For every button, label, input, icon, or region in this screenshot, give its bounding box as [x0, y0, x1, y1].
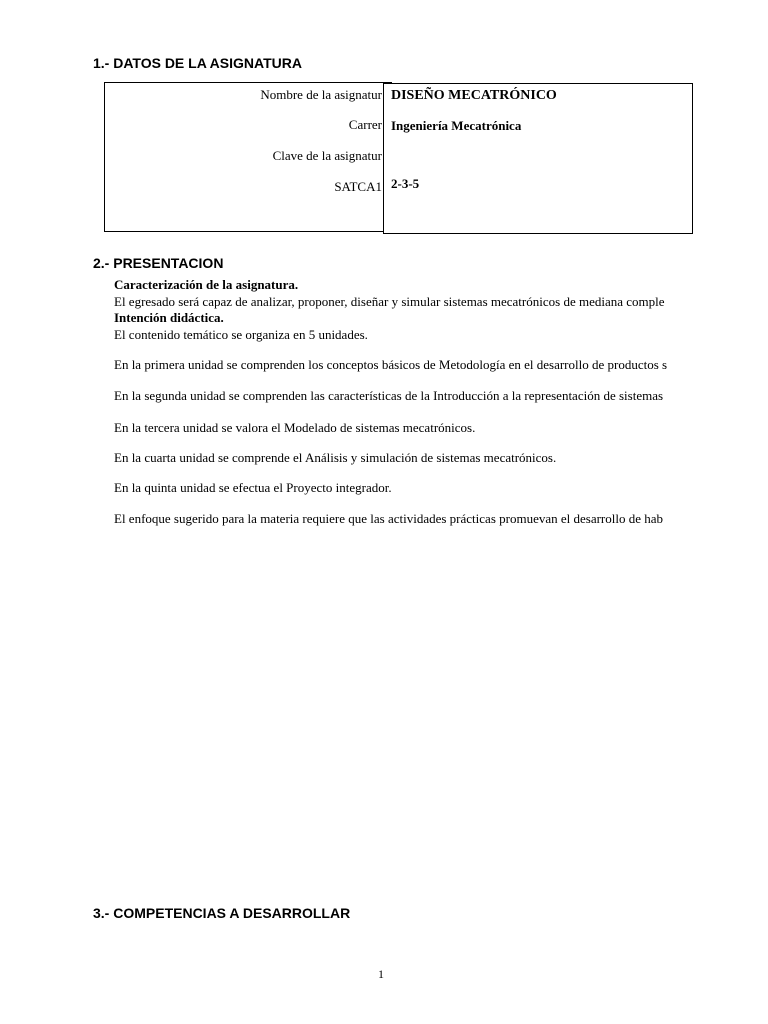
unidad-3-paragraph: En la tercera unidad se valora el Modelado de sistemas mecatrónicos. — [114, 420, 476, 435]
clave-asignatura-label: Clave de la asignatur — [272, 148, 382, 163]
unidad-5-paragraph: En la quinta unidad se efectua el Proyecto integrador. — [114, 480, 392, 495]
intencion-didactica-title: Intención didáctica. — [114, 310, 224, 325]
satca-value: 2-3-5 — [391, 176, 420, 191]
enfoque-paragraph: El enfoque sugerido para la materia requiere que las actividades prácticas promuevan el desarrollo de hab — [114, 511, 664, 526]
datos-table-values-box — [383, 83, 693, 234]
unidad-2-paragraph: En la segunda unidad se comprenden las características de la Introducción a la representación de sistemas — [114, 388, 664, 403]
caracterizacion-title: Caracterización de la asignatura. — [114, 277, 299, 292]
carrera-label: Carrer — [348, 117, 382, 132]
section-heading-competencias: 3.- COMPETENCIAS A DESARROLLAR — [93, 905, 351, 921]
nombre-asignatura-value: DISEÑO MECATRÓNICO — [391, 88, 557, 103]
unidad-1-paragraph: En la primera unidad se comprenden los conceptos básicos de Metodología en el desarrollo de productos s — [114, 357, 668, 372]
page-number: 1 — [378, 967, 384, 981]
caracterizacion-paragraph: El egresado será capaz de analizar, proponer, diseñar y simular sistemas mecatrónicos de mediana comple — [114, 294, 665, 309]
carrera-value: Ingeniería Mecatrónica — [391, 118, 522, 133]
section-heading-presentacion: 2.- PRESENTACION — [93, 255, 224, 271]
nombre-asignatura-label: Nombre de la asignatur — [260, 87, 382, 102]
section-heading-datos: 1.- DATOS DE LA ASIGNATURA — [93, 55, 302, 71]
contenido-paragraph: El contenido temático se organiza en 5 unidades. — [114, 327, 368, 342]
unidad-4-paragraph: En la cuarta unidad se comprende el Análisis y simulación de sistemas mecatrónicos. — [114, 450, 557, 465]
satca-label: SATCA1 — [334, 179, 382, 194]
